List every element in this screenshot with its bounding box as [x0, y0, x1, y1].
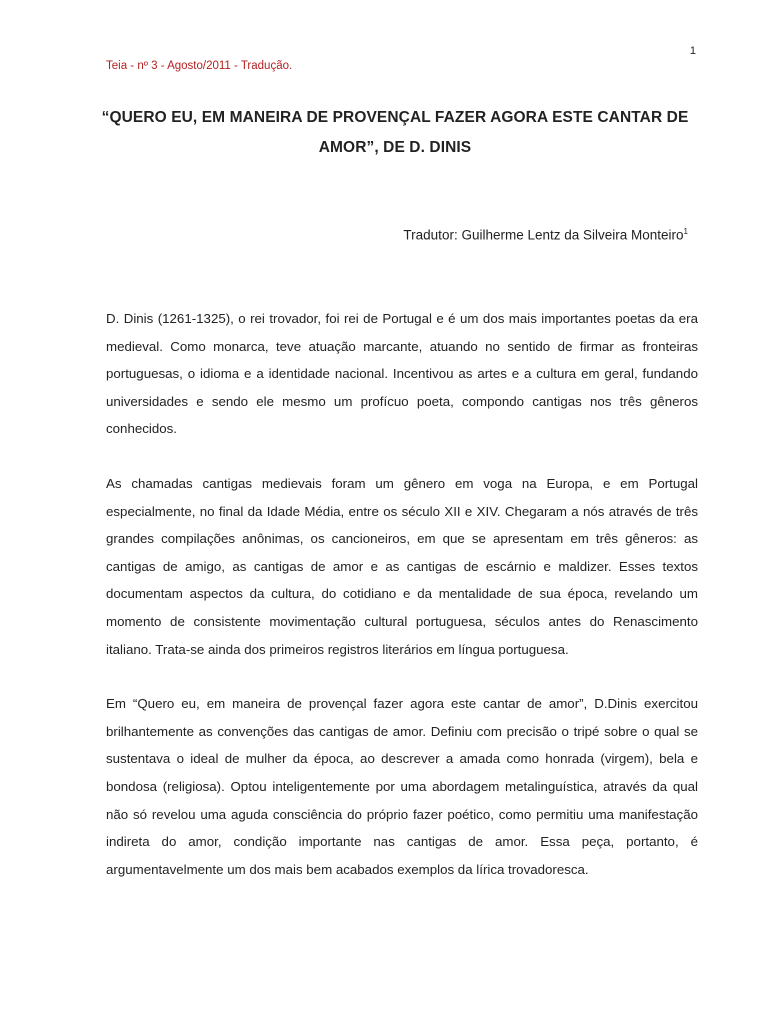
running-header: Teia - nº 3 - Agosto/2011 - Tradução. [106, 60, 293, 72]
paragraph-3: Em “Quero eu, em maneira de provençal fazer agora este cantar de amor”, D.Dinis exercitou brilhantemente as convenções das cantigas de amor. Definiu com precisão o tripé sobre o qual se sustentava o ideal de mulher da época, ao descrever a amada como honrada (virgem), bela e bondosa (religiosa). Optou inteligentemente por uma abordagem metalinguística, através da qual não só revelou uma aguda consciência do próprio fazer poético, como permitiu uma manifestação indireta do amor, condição importante nas cantigas de amor. Essa peça, portanto, é argumentavelmente um dos mais bem acabados exemplos da lírica trovadoresca. [106, 696, 698, 877]
translator-name: Tradutor: Guilherme Lentz da Silveira Monteiro [403, 227, 684, 243]
translator-line [403, 227, 688, 243]
paragraph-1: D. Dinis (1261-1325), o rei trovador, foi rei de Portugal e é um dos mais importantes poetas da era medieval. Como monarca, teve atuação marcante, atuando no sentido de firmar as fronteiras portuguesas, o idioma e a identidade nacional. Incentivou as artes e a cultura em geral, fundando universidades e sendo ele mesmo um profícuo poeta, compondo cantigas nos três gêneros conhecidos. [106, 311, 698, 437]
footnote-marker[interactable]: 1 [683, 227, 688, 236]
article-title: “QUERO EU, EM MANEIRA DE PROVENÇAL FAZER AGORA ESTE CANTAR DE AMOR”, DE D. DINIS [101, 109, 689, 156]
paragraph-2: As chamadas cantigas medievais foram um gênero em voga na Europa, e em Portugal especialmente, no final da Idade Média, entre os século XII e XIV. Chegaram a nós através de três grandes compilações anônimas, os cancioneiros, em que se apresentam em três gêneros: as cantigas de amigo, as cantigas de amor e as cantigas de escárnio e maldizer. Esses textos documentam aspectos da cultura, do cotidiano e da mentalidade de sua época, revelando um momento de consistente movimentação cultural portuguesa, séculos antes do Renascimento italiano. Trata-se ainda dos primeiros registros literários em língua portuguesa. [106, 475, 698, 657]
article-body [106, 305, 698, 910]
page-number: 1 [689, 45, 696, 57]
